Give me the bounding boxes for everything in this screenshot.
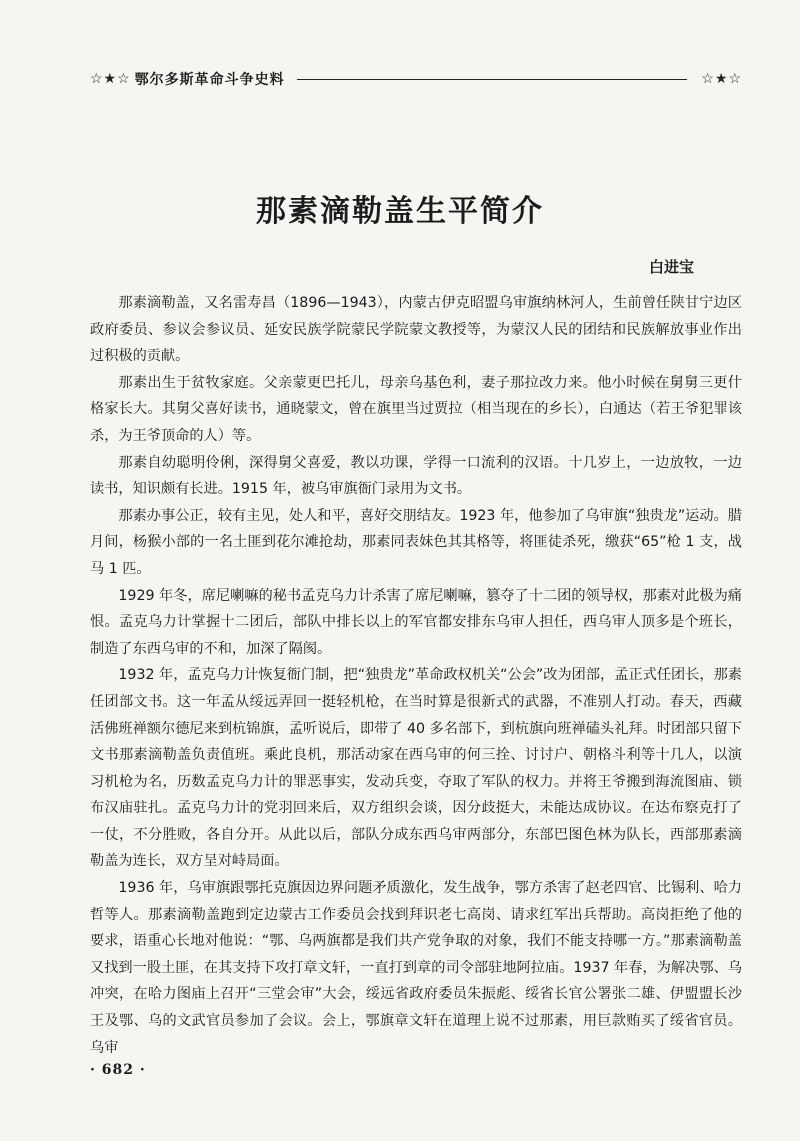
paragraph: 那素出生于贫牧家庭。父亲蒙更巴托儿，母亲乌基色利，妻子那拉改力来。他小时候在舅舅三更什格家长大。其舅父喜好读书，通晓蒙文，曾在旗里当过贾拉（相当现在的乡长），白通达（若王爷犯罪该杀，为王爷顶命的人）等。 — [90, 374, 742, 444]
page-number: · 682 · — [90, 1062, 146, 1078]
header-title: 鄂尔多斯革命斗争史料 — [134, 72, 285, 88]
article-author: 白进宝 — [648, 258, 694, 276]
paragraph: 1929 年冬，席尼喇嘛的秘书孟克乌力计杀害了席尼喇嘛，篡夺了十二团的领导权，那素对此极为痛恨。孟克乌力计掌握十二团后，部队中排长以上的军官都安排东乌审人担任，西乌审人顶多是个班长，制造了东西乌审的不和，加深了隔阂。 — [90, 587, 742, 657]
paragraph: 那素滴勒盖，又名雷寿昌（1896—1943），内蒙古伊克昭盟乌审旗纳林河人，生前曾任陕甘宁边区政府委员、参议会参议员、延安民族学院蒙民学院蒙文教授等，为蒙汉人民的团结和民族解放事业作出过积极的贡献。 — [90, 295, 742, 365]
header-rule — [297, 79, 688, 80]
article-body — [90, 290, 742, 1061]
paragraph: 1936 年，乌审旗跟鄂托克旗因边界问题矛质激化，发生战争，鄂方杀害了赵老四官、比锡利、哈力哲等人。那素滴勒盖跑到定边蒙古工作委员会找到拜识老七高岗、请求红军出兵帮助。高岗拒绝了他的要求，语重心长地对他说：“鄂、乌两旗都是我们共产党争取的对象，我们不能支持哪一方。”那素滴勒盖又找到一股土匪，在其支持下攻打章文轩，一直打到章的司令部驻地阿拉庙。1937 年春，为解决鄂、乌冲突，在哈力图庙上召开“三堂会审”大会，绥远省政府委员朱振彪、绥省长官公署张二雄、伊盟盟长沙王及鄂、乌的文武官员参加了会议。会上，鄂旗章文轩在道理上说不过那素，用巨款贿买了绥省官员。乌审 — [90, 880, 742, 1056]
article-title: 那素滴勒盖生平简介 — [256, 194, 544, 229]
header-right-stars: ☆★☆ — [701, 71, 742, 87]
paragraph: 1932 年，孟克乌力计恢复衙门制，把“独贵龙”革命政权机关“公会”改为团部，孟正式任团长，那素任团部文书。这一年孟从绥远弄回一挺轻机枪，在当时算是很新式的武器，不准别人打动。春天，西藏活佛班禅额尔德尼来到杭锦旗，孟听说后，即带了 40 多名部下，到杭旗向班禅磕头礼拜。时团部只留下文书那素滴勒盖负责值班。乘此良机，那活动家在西乌审的何三拴、讨讨户、朝格斗利等十几人，以演习机枪为名，历数孟克乌力计的罪恶事实，发动兵变，夺取了军队的权力。并将王爷搬到海流图庙、锁布汉庙驻扎。孟克乌力计的党羽回来后，双方组织会谈，因分歧挺大，未能达成协议。在达布察克打了一仗，不分胜败，各自分开。从此以后，部队分成东西乌审两部分，东部巴图色林为队长，西部那素滴勒盖为连长，双方呈对峙局面。 — [90, 667, 742, 870]
paragraph: 那素办事公正，较有主见，处人和平，喜好交朋结友。1923 年，他参加了乌审旗“独贵龙”运动。腊月间，杨猴小部的一名土匪到花尔滩抢劫，那素同表妹色其其格等，将匪徒杀死，缴获“65”枪 1 支，战马 1 匹。 — [90, 507, 742, 577]
header-left-stars: ☆★☆ — [90, 71, 131, 87]
paragraph: 那素自幼聪明伶俐，深得舅父喜爱，教以功课，学得一口流利的汉语。十几岁上，一边放牧，一边读书，知识颇有长进。1915 年，被乌审旗衙门录用为文书。 — [90, 454, 742, 498]
running-header — [90, 66, 742, 92]
